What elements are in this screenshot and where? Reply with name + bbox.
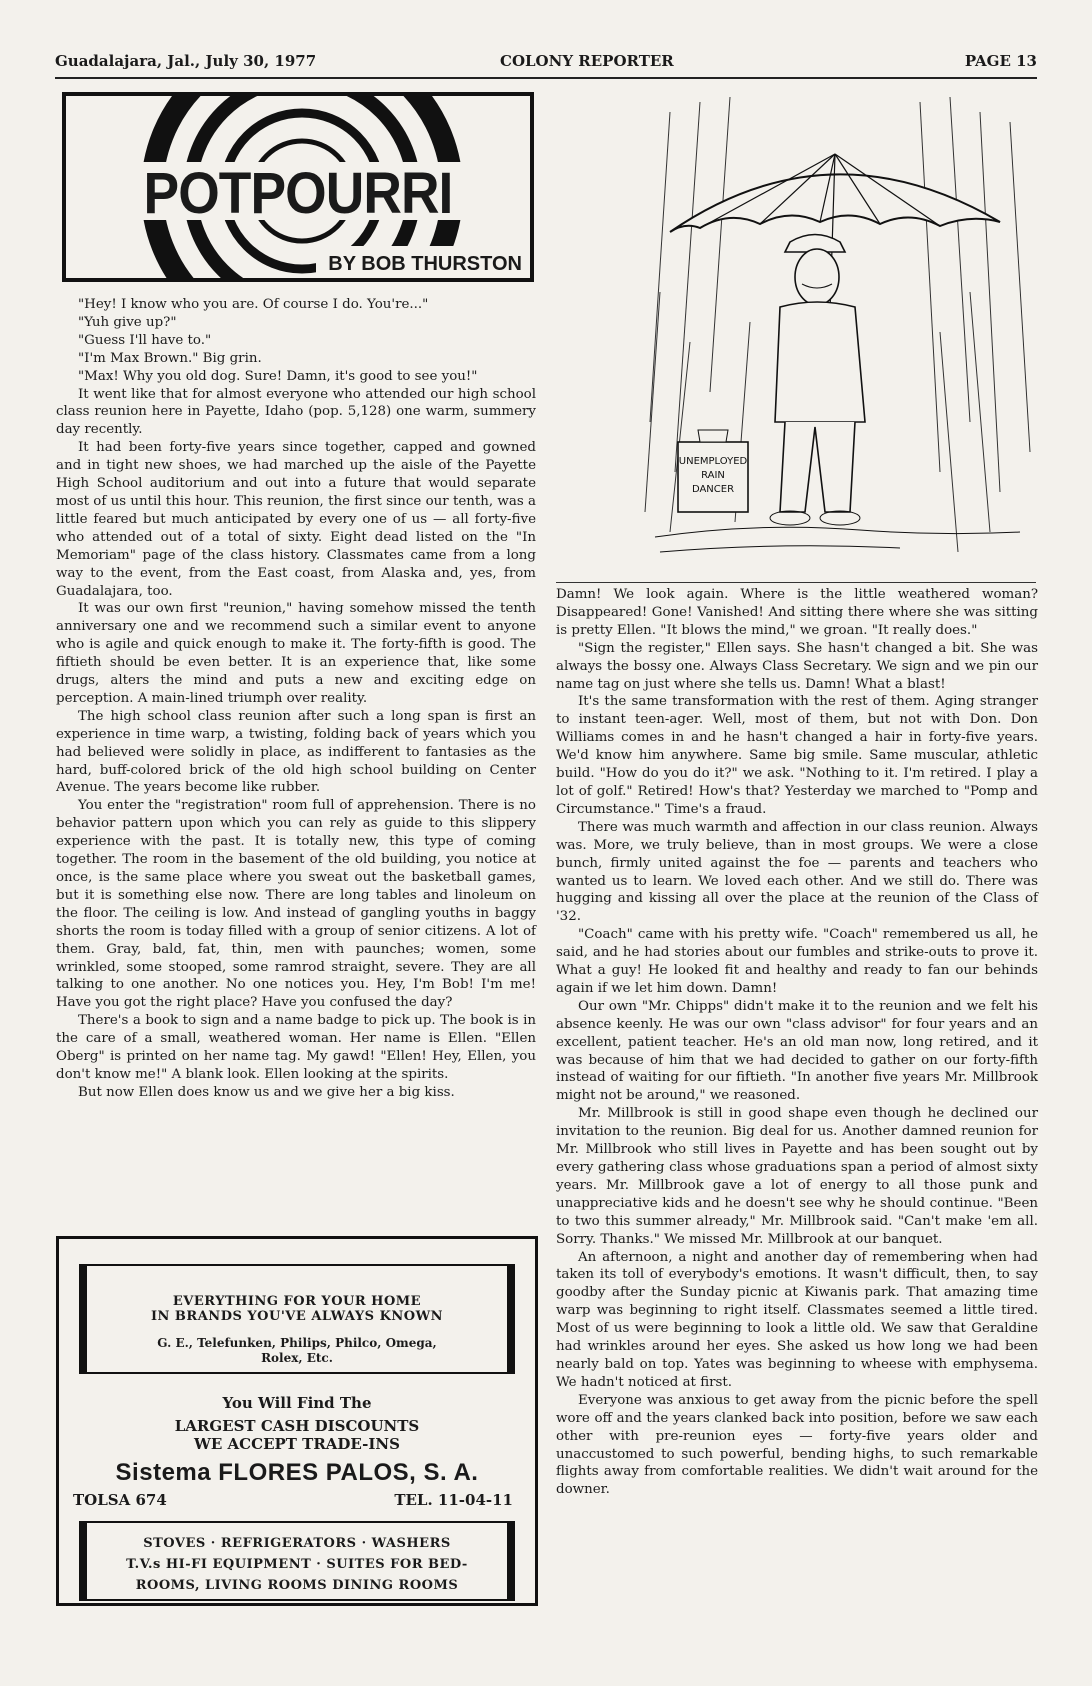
potpourri-column-logo [62, 92, 534, 282]
paragraph: It's the same transformation with the rest of them. Aging stranger to instant teen-ager. Well, most of them, but not with Don. Don Williams comes in and he hasn't changed a hair in forty-five years. We'd know him anywhere. Same big smile. Same muscular, athletic build. "How do you do it?" we ask. "Nothing to it. I'm retired. I play a lot of golf." Retired! How's that? Yesterday we marched to "Pomp and Circumstance." Time's a fraud. [556, 694, 1038, 817]
ad-products-line-1: STOVES · REFRIGERATORS · WASHERS [143, 1536, 451, 1551]
paragraph: "Coach" came with his pretty wife. "Coach" remembered us all, he said, and he had stories about our fumbles and strike-outs to prove it. What a guy! He looked fit and healthy and ready to fan our behinds again if we let him down. Damn! [556, 927, 1038, 996]
ad-headline [87, 1294, 507, 1324]
sign-text-2: RAIN [701, 470, 725, 481]
ad-line-2: LARGEST CASH DISCOUNTS [174, 1417, 420, 1435]
article-column-1 [56, 296, 536, 1102]
cartoon-divider [556, 582, 1036, 583]
paragraph: "Max! Why you old dog. Sure! Damn, it's good to see you!" [78, 368, 478, 384]
paragraph: Everyone was anxious to get away from the picnic before the spell wore off and the years clanked back into position, before we saw each other with pre-reunion eyes — forty-five years older and unaccustomed to such powerful, bending highs, to such remarkable flights away from comfortable realities. We didn't wait around for the downer. [556, 1392, 1038, 1498]
page-number: PAGE 13 [964, 52, 1037, 70]
paragraph: Mr. Millbrook is still in good shape even though he declined our invitation to the reunion. Big deal for us. Another damned reunion for Mr. Millbrook who still lives in Payette and has been sought out by every gathering class whose graduations span a period of almost sixty years. Mr. Millbrook gave a lot of energy to all those punk and unappreciative kids and he doesn't see why he should continue. "Been to two this summer already," Mr. Millbrook said. "Can't make 'em all. Sorry. Thanks." We missed Mr. Millbrook at our banquet. [556, 1106, 1038, 1247]
byline: BY BOB THURSTON [328, 253, 522, 275]
article-column-2 [556, 586, 1038, 1499]
column-title: POTPOURRI [143, 161, 453, 226]
rain-dancer-cartoon [640, 92, 1040, 582]
store-advertisement [56, 1236, 538, 1606]
cartoon-illustration [640, 92, 1040, 582]
paragraph: It was our own first "reunion," having somehow missed the tenth anniversary one and we recommend such a similar event to anyone who is agile and quick enough to make it. The forty-fifth is good. The fiftieth should be even better. It is an experience that, like some drugs, alters the mind and puts a new and exciting edge on perception. A main-lined triumph over reality. [56, 601, 536, 706]
paragraph: It went like that for almost everyone who attended our high school class reunion here in Payette, Idaho (pop. 5,128) one warm, summery day recently. [56, 386, 536, 438]
paragraph: "I'm Max Brown." Big grin. [78, 350, 262, 366]
ad-products [87, 1533, 507, 1596]
paragraph: It had been forty-five years since together, capped and gowned and in tight new shoes, we had marched up the aisle of the Payette High School auditorium and out into a future that would separate most of us until this hour. This reunion, the first since our tenth, was a little feared but much anticipated by every one of us — all forty-five who attended out of a total of sixty. Eight dead listed on the "In Memoriam" page of the class history. Classmates came from a long way to the event, from the East coast, from Alaska and, yes, from Guadalajara, too. [56, 440, 536, 599]
paragraph: But now Ellen does know us and we give her a big kiss. [78, 1084, 455, 1100]
paragraph: Our own "Mr. Chipps" didn't make it to the reunion and we felt his absence keenly. He was our own "class advisor" for four years and an excellent, patient teacher. He's an old man now, long retired, and it was because of him that we had decided to gather on our forty-fifth instead of waiting for our fiftieth. "In another five years Mr. Millbrook might not be around," we reasoned. [556, 998, 1038, 1104]
sign-text-3: DANCER [691, 484, 735, 495]
ad-address: TOLSA 674 [73, 1491, 167, 1509]
masthead [55, 52, 1037, 74]
ad-line-1: You Will Find The [222, 1394, 372, 1412]
ad-brands-line-1: G. E., Telefunken, Philips, Philco, Omega, [157, 1336, 437, 1350]
paragraph: "Hey! I know who you are. Of course I do. You're..." [78, 297, 429, 312]
ad-brands-box [79, 1264, 515, 1374]
ad-company-name: Sistema FLORES PALOS, S. A. [115, 1459, 479, 1486]
paragraph: There's a book to sign and a name badge to pick up. The book is in the care of a small, weathered woman. Her name is Ellen. "Ellen Oberg" is printed on her name tag. My gawd! "Ellen! Hey, Ellen, you don't know me!" A blank look. Ellen looking at the spirits. [56, 1013, 536, 1082]
ad-brands [87, 1336, 507, 1366]
sign-text-1: UNEMPLOYED [678, 456, 748, 467]
ad-phone: TEL. 11-04-11 [394, 1491, 513, 1509]
ad-headline-line-2: IN BRANDS YOU'VE ALWAYS KNOWN [150, 1309, 444, 1324]
dateline: Guadalajara, Jal., July 30, 1977 [55, 52, 317, 70]
paragraph: There was much warmth and affection in our class reunion. Always was. More, we truly believe, than in most groups. We were a close bunch, firmly united against the foe — parents and teachers who wanted us to learn. We loved each other. And we still do. There was hugging and kissing all over the place at the reunion of the Class of '32. [556, 819, 1038, 925]
ad-products-line-2: T.V.s HI-FI EQUIPMENT · SUITES FOR BED- [126, 1557, 468, 1572]
paragraph: An afternoon, a night and another day of remembering when had taken its toll of everybody's emotions. It wasn't difficult, then, to say goodby after the Sunday picnic at Kiwanis park. That amazing time warp was beginning to right itself. Classmates seemed a little tired. Most of us were beginning to look a little old. We saw that Geraldine had wrinkles around her eyes. She asked us how long we had been nearly bald on top. Yates was beginning to wheese with emphysema. We hadn't noticed at first. [556, 1249, 1038, 1390]
paragraph: Damn! We look again. Where is the little weathered woman? Disappeared! Gone! Vanished! And sitting there where she was sitting is pretty Ellen. "It blows the mind," we groan. "It really does." [556, 587, 1038, 638]
ad-products-box [79, 1521, 515, 1601]
paragraph: "Sign the register," Ellen says. She hasn't changed a bit. She was always the bossy one. Always Class Secretary. We sign and we pin our name tag on just where she tells us. Damn! What a blast! [556, 640, 1038, 692]
newspaper-name: COLONY REPORTER [500, 52, 674, 70]
masthead-rule [55, 77, 1037, 79]
paragraph: "Yuh give up?" [78, 314, 177, 330]
ad-line-3: WE ACCEPT TRADE-INS [194, 1435, 400, 1453]
paragraph: You enter the "registration" room full of apprehension. There is no behavior pattern upon which you can rely as guide to this slippery experience with the past. It is totally new, this type of coming together. The room in the basement of the old building, you notice at once, is the same place where you sweat out the basketball games, but it is something else now. There are long tables and linoleum on the floor. The ceiling is low. And instead of gangling youths in baggy shorts the room is today filled with a group of senior citizens. A lot of them. Gray, bald, fat, thin, men with paunches; women, some wrinkled, some stooped, some ramrod straight, severe. They are all talking to one another. No one notices you. Hey, I'm Bob! I'm me! Have you got the right place? Have you confused the day? [56, 798, 536, 1011]
ad-brands-line-2: Rolex, Etc. [261, 1351, 333, 1365]
paragraph: The high school class reunion after such a long span is first an experience in time warp, a twisting, folding back of years which you had believed were solidly in place, as indifferent to fantasies as the hard, buff-colored brick of the old high school building on Center Avenue. The years become like rubber. [56, 708, 536, 796]
paragraph: "Guess I'll have to." [78, 332, 212, 348]
ad-products-line-3: ROOMS, LIVING ROOMS DINING ROOMS [135, 1578, 459, 1593]
ad-headline-line-1: EVERYTHING FOR YOUR HOME [172, 1294, 422, 1309]
